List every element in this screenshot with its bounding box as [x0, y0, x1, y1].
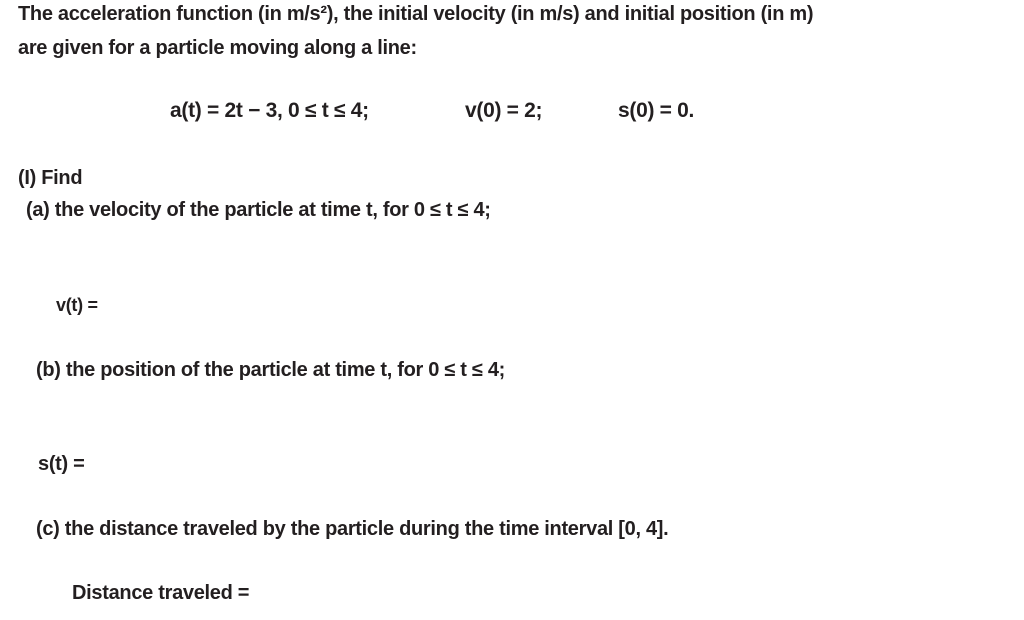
problem-intro-line-1: The acceleration function (in m/s²), the initial velocity (in m/s) and initial position (in m) — [18, 3, 814, 25]
problem-intro-line-2: are given for a particle moving along a line: — [18, 37, 417, 59]
question-c: (c) the distance traveled by the particle during the time interval [0, 4]. — [36, 518, 669, 540]
question-a: (a) the velocity of the particle at time t, for 0 ≤ t ≤ 4; — [26, 199, 491, 221]
initial-velocity: v(0) = 2; — [465, 99, 543, 122]
part-i-heading: (I) Find — [18, 167, 83, 189]
question-b: (b) the position of the particle at time t, for 0 ≤ t ≤ 4; — [36, 359, 506, 381]
acceleration-function: a(t) = 2t − 3, 0 ≤ t ≤ 4; — [170, 99, 369, 122]
velocity-answer-label: v(t) = — [56, 295, 98, 315]
position-answer-label: s(t) = — [38, 453, 85, 475]
distance-answer-label: Distance traveled = — [72, 582, 250, 604]
initial-position: s(0) = 0. — [618, 99, 695, 122]
